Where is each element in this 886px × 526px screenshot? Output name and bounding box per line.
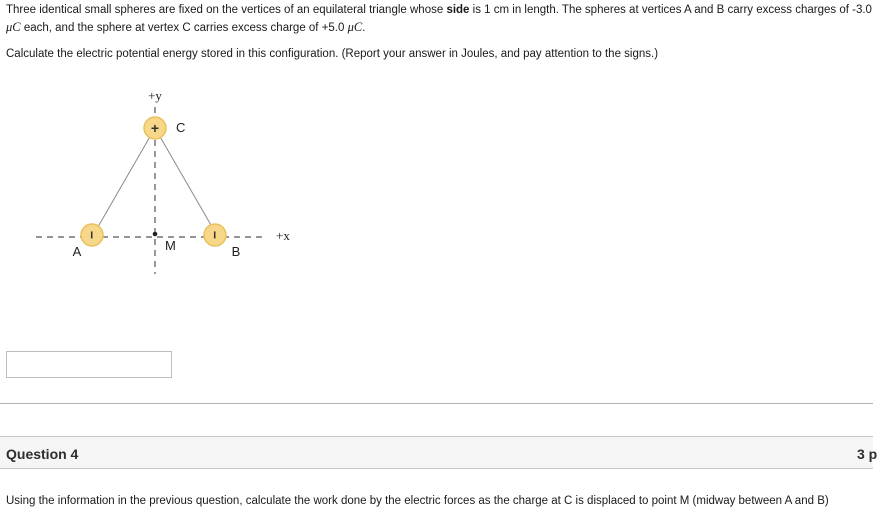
- midpoint-m-label: M: [165, 238, 176, 253]
- triangle-charge-diagram: [30, 84, 310, 284]
- question-3-bold-side: side: [446, 4, 470, 16]
- unit-microcoulomb-1: μC: [6, 20, 21, 34]
- answer-input[interactable]: [6, 351, 172, 378]
- unit-microcoulomb-2: μC: [347, 20, 363, 34]
- charge-a-sign: −: [84, 230, 100, 240]
- question-4-text: Using the information in the previous question, calculate the work done by the electric forces as the charge at C is displaced to point M (midway between A and B): [6, 495, 829, 507]
- question-4-points: 3 p: [857, 446, 878, 462]
- triangle-side-bc: [155, 128, 215, 232]
- y-axis-label: +y: [148, 88, 162, 103]
- question-3-line-2: [6, 19, 886, 37]
- question-3-line-1-pre: Three identical small spheres are fixed on the vertices of an equilateral triangle whose: [6, 4, 447, 16]
- x-axis-label: +x: [276, 228, 290, 243]
- charge-b-sign: −: [207, 230, 223, 240]
- vertex-c-label: C: [176, 120, 186, 135]
- charge-c-sign: +: [150, 120, 160, 136]
- vertex-b-label: B: [231, 244, 241, 259]
- question-3-line-2-mid: each, and the sphere at vertex C carries excess charge of +5.0: [20, 22, 348, 34]
- question-3-line-1: [6, 2, 886, 19]
- triangle-side-ac: [95, 128, 155, 232]
- question-3-line-2-end: .: [362, 22, 366, 34]
- question-3-line-1-post: is 1 cm in length. The spheres at vertices A and B carry excess charges of -3.0: [469, 4, 872, 16]
- question-4-header: [0, 436, 878, 469]
- question-3-prompt: Calculate the electric potential energy stored in this configuration. (Report your answer in Joules, and pay attention to the signs.): [6, 48, 659, 60]
- midpoint-m-dot: [153, 232, 158, 237]
- question-3-text: [6, 2, 886, 37]
- question-4-title: Question 4: [6, 446, 79, 462]
- question-divider: [0, 403, 873, 404]
- vertex-a-label: A: [72, 244, 82, 259]
